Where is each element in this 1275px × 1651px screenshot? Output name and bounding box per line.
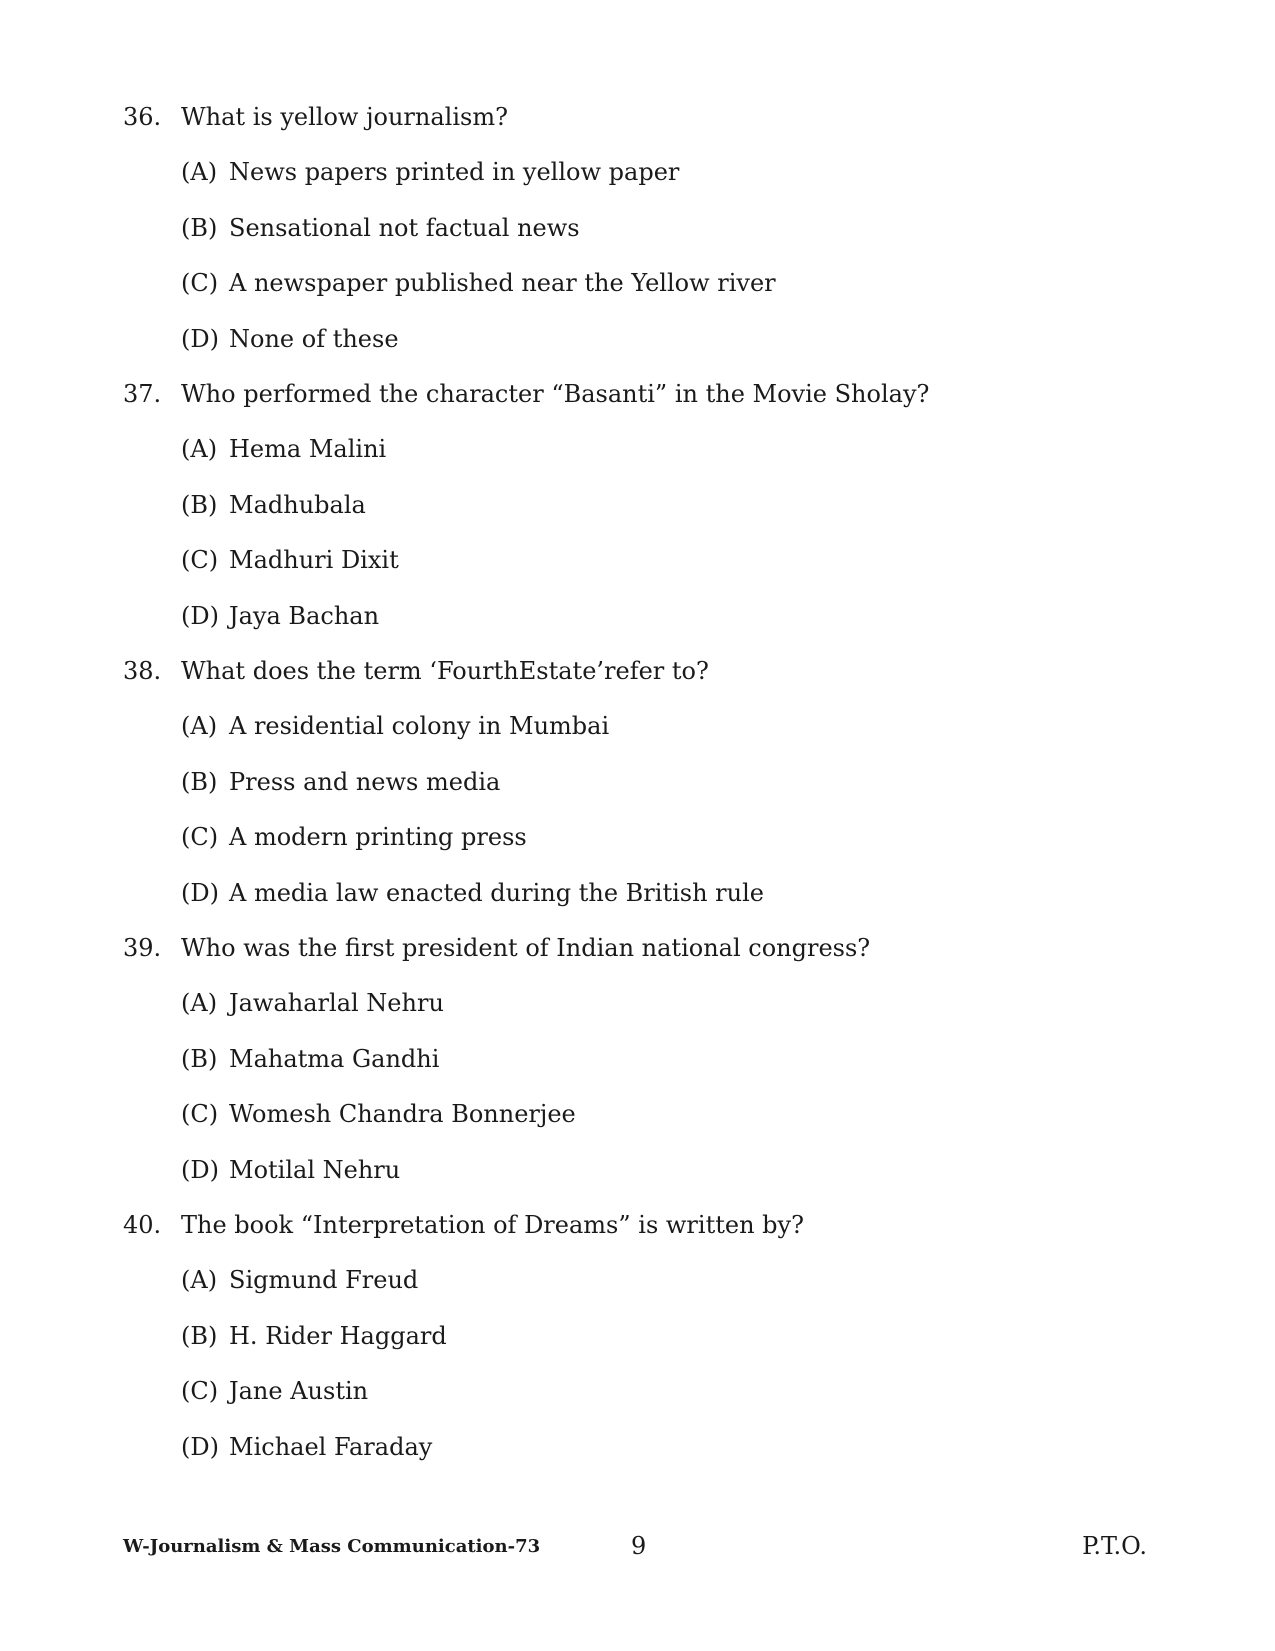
option-d xyxy=(123,312,1163,368)
question-stem xyxy=(123,90,1163,145)
option-text: News papers printed in yellow paper xyxy=(229,158,680,186)
option-a xyxy=(123,145,1163,201)
option-text: Jawaharlal Nehru xyxy=(229,989,444,1017)
option-letter: (B) xyxy=(181,1321,218,1350)
option-b xyxy=(123,755,1163,811)
option-c xyxy=(123,1087,1163,1143)
question-text: The book “Interpretation of Dreams” is written by? xyxy=(181,1211,804,1239)
option-text: Madhuri Dixit xyxy=(229,546,399,574)
question-text: Who was the first president of Indian national congress? xyxy=(181,934,871,962)
page-footer xyxy=(123,1530,1147,1570)
option-letter: (A) xyxy=(181,1266,218,1294)
option-b xyxy=(123,478,1163,534)
question-number: 39. xyxy=(123,934,162,962)
option-c xyxy=(123,533,1163,589)
option-a xyxy=(123,1253,1163,1309)
paper-code: W-Journalism & Mass Communication-73 xyxy=(123,1536,541,1557)
page-number: 9 xyxy=(631,1532,647,1560)
option-d xyxy=(123,1143,1163,1199)
option-text: H. Rider Haggard xyxy=(229,1321,447,1350)
option-letter: (A) xyxy=(181,435,218,463)
option-text: Mahatma Gandhi xyxy=(229,1044,440,1073)
option-a xyxy=(123,976,1163,1032)
question-stem xyxy=(123,644,1163,699)
option-text: None of these xyxy=(229,324,399,353)
option-text: Michael Faraday xyxy=(229,1432,433,1461)
option-text: A media law enacted during the British rule xyxy=(229,878,764,907)
option-b xyxy=(123,201,1163,257)
option-letter: (C) xyxy=(181,1100,219,1128)
option-b xyxy=(123,1309,1163,1365)
option-letter: (D) xyxy=(181,324,219,353)
question-36 xyxy=(123,90,1163,367)
option-letter: (A) xyxy=(181,989,218,1017)
option-letter: (D) xyxy=(181,1155,219,1184)
option-letter: (D) xyxy=(181,1432,219,1461)
question-stem xyxy=(123,1198,1163,1253)
option-text: Hema Malini xyxy=(229,435,387,463)
option-letter: (C) xyxy=(181,823,219,851)
question-37 xyxy=(123,367,1163,644)
option-b xyxy=(123,1032,1163,1088)
option-letter: (B) xyxy=(181,490,218,519)
option-c xyxy=(123,256,1163,312)
option-text: Motilal Nehru xyxy=(229,1155,401,1184)
option-letter: (B) xyxy=(181,213,218,242)
option-d xyxy=(123,1420,1163,1476)
option-list xyxy=(123,699,1163,921)
question-number: 37. xyxy=(123,380,162,408)
question-39 xyxy=(123,921,1163,1198)
option-text: Sensational not factual news xyxy=(229,213,580,242)
option-a xyxy=(123,699,1163,755)
question-stem xyxy=(123,921,1163,976)
question-number: 40. xyxy=(123,1211,162,1239)
option-text: Womesh Chandra Bonnerjee xyxy=(229,1100,576,1128)
option-text: A residential colony in Mumbai xyxy=(229,712,610,740)
option-text: Press and news media xyxy=(229,767,501,796)
option-d xyxy=(123,866,1163,922)
option-a xyxy=(123,422,1163,478)
option-letter: (D) xyxy=(181,878,219,907)
question-number: 38. xyxy=(123,657,162,685)
option-letter: (A) xyxy=(181,158,218,186)
option-c xyxy=(123,810,1163,866)
option-letter: (C) xyxy=(181,546,219,574)
question-list xyxy=(123,90,1163,1475)
option-c xyxy=(123,1364,1163,1420)
option-letter: (B) xyxy=(181,1044,218,1073)
option-letter: (B) xyxy=(181,767,218,796)
option-text: Jane Austin xyxy=(229,1377,369,1405)
option-text: Madhubala xyxy=(229,490,366,519)
option-letter: (C) xyxy=(181,269,219,297)
option-text: Sigmund Freud xyxy=(229,1266,419,1294)
option-text: A newspaper published near the Yellow river xyxy=(229,269,776,297)
question-text: What does the term ‘FourthEstate’refer to? xyxy=(181,657,709,685)
question-number: 36. xyxy=(123,103,162,131)
question-text: Who performed the character “Basanti” in the Movie Sholay? xyxy=(181,380,930,408)
option-text: A modern printing press xyxy=(229,823,527,851)
option-letter: (A) xyxy=(181,712,218,740)
option-list xyxy=(123,422,1163,644)
option-letter: (D) xyxy=(181,601,219,630)
question-38 xyxy=(123,644,1163,921)
option-letter: (C) xyxy=(181,1377,219,1405)
question-40 xyxy=(123,1198,1163,1475)
option-list xyxy=(123,976,1163,1198)
question-stem xyxy=(123,367,1163,422)
option-d xyxy=(123,589,1163,645)
question-text: What is yellow journalism? xyxy=(181,103,508,131)
option-list xyxy=(123,1253,1163,1475)
option-text: Jaya Bachan xyxy=(229,601,380,630)
option-list xyxy=(123,145,1163,367)
pto-label: P.T.O. xyxy=(1082,1532,1147,1560)
